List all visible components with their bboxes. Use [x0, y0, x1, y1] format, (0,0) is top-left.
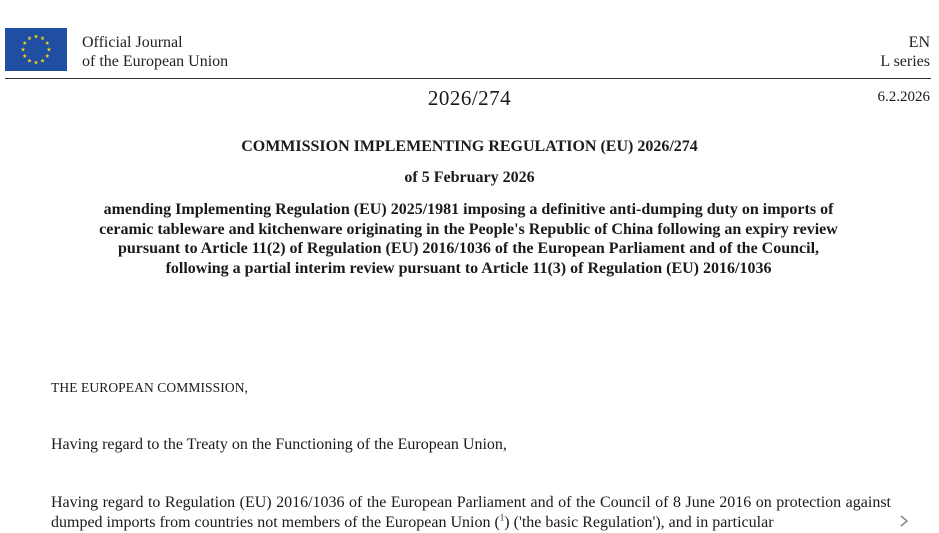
eu-flag-icon — [5, 28, 67, 71]
language-code: EN — [908, 34, 930, 51]
language-series-block — [880, 33, 930, 71]
recital-text-part2: ) ('the basic Regulation'), and in particular — [504, 514, 774, 531]
footnote-link[interactable]: 1 — [499, 512, 505, 523]
series-label: L series — [880, 53, 930, 70]
header-rule — [5, 78, 931, 79]
regulation-subject: amending Implementing Regulation (EU) 2025/1981 imposing a definitive anti-dumping duty on imports of ceramic tableware and kitchenware originating in the People's Republic of China following an expiry review pursuant to Article 11(2) of Regulation (EU) 2016/1036 of the European Parliament and of the Council, following a partial interim review pursuant to Article 11(3) of Regulation (EU) 2016/1036 — [99, 201, 838, 277]
journal-header — [0, 0, 939, 80]
journal-name-line2: of the European Union — [82, 53, 229, 70]
journal-name — [82, 33, 228, 71]
journal-name-line1: Official Journal — [82, 34, 183, 51]
recital-basic-regulation — [51, 493, 891, 533]
document-number: 2026/274 — [427, 86, 512, 110]
recital-text-part1: Having regard to Regulation (EU) 2016/1036 of the European Parliament and of the Council of 8 June 2016 on protection against dumped imports from countries not members of the European Union ( — [51, 494, 891, 531]
recital-treaty: Having regard to the Treaty on the Functioning of the European Union, — [51, 436, 507, 453]
commission-heading: THE EUROPEAN COMMISSION, — [51, 380, 249, 395]
regulation-title: COMMISSION IMPLEMENTING REGULATION (EU) 2026/274 — [241, 138, 698, 155]
publication-date: 6.2.2026 — [877, 89, 930, 105]
regulation-date: of 5 February 2026 — [404, 169, 535, 186]
chevron-right-icon[interactable] — [897, 514, 911, 528]
